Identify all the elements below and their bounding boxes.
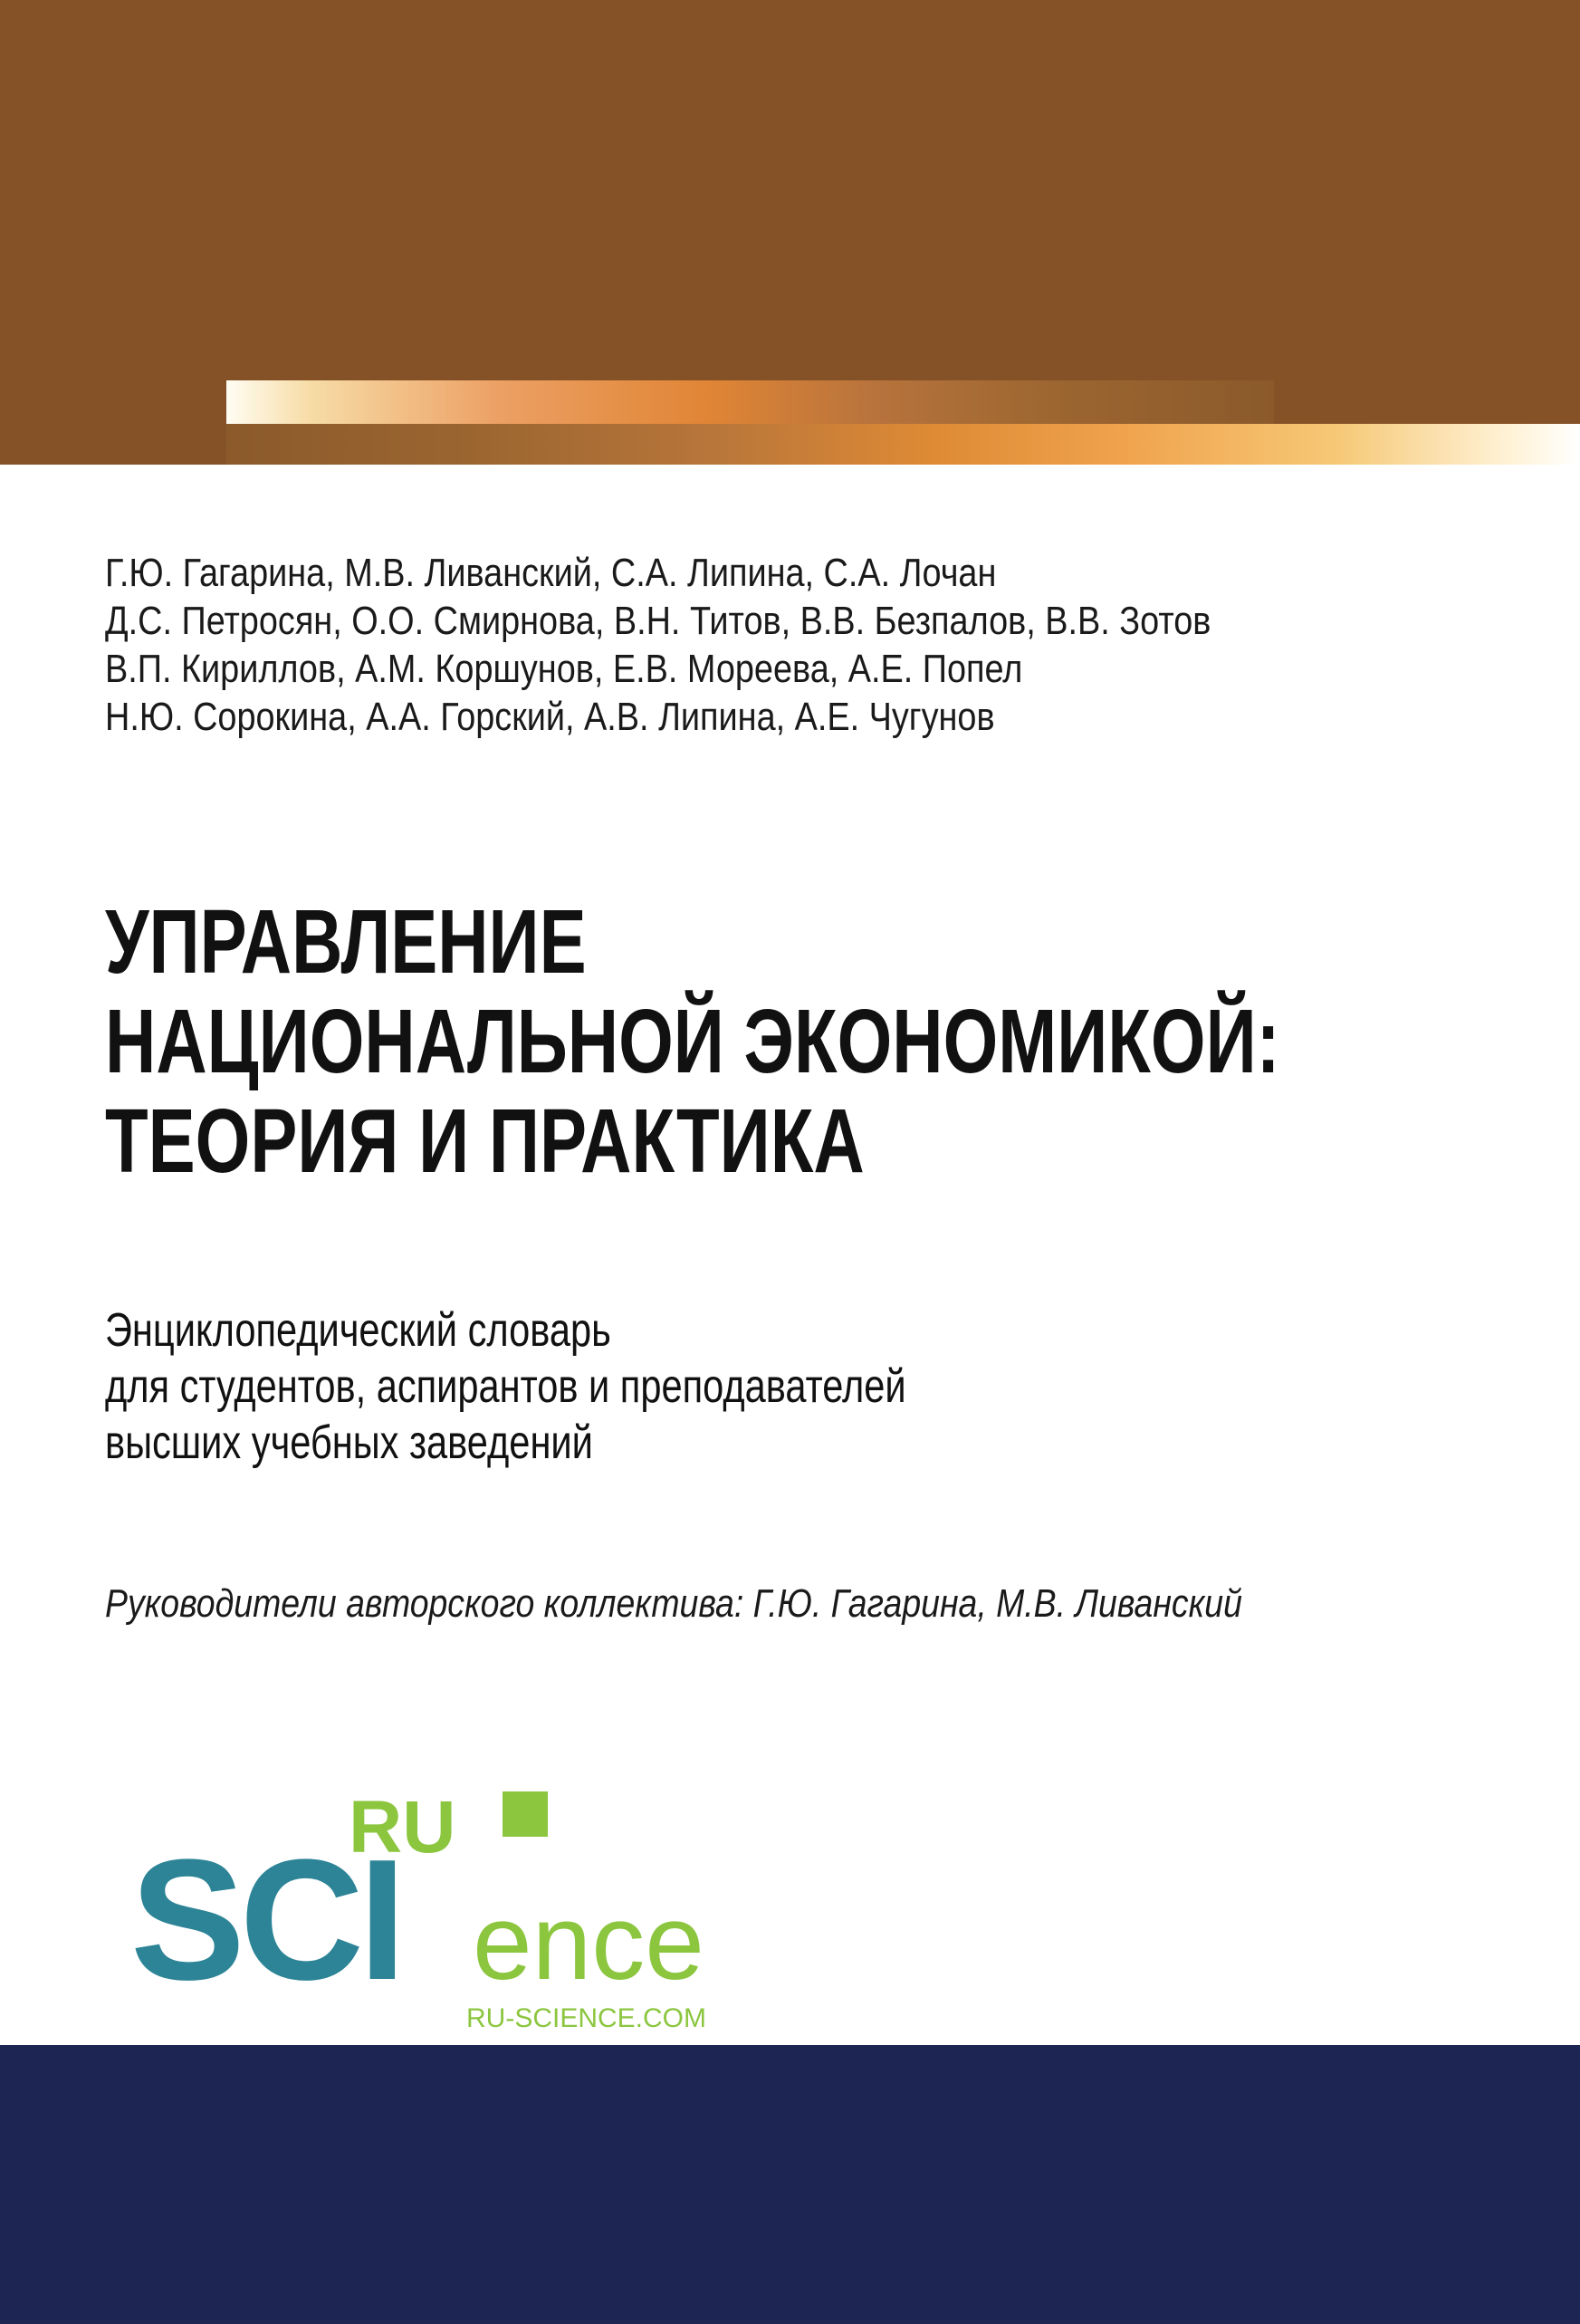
authors-line: Д.С. Петросян, О.О. Смирнова, В.Н. Титов, В.В. Безпалов, В.В. Зотов [105, 599, 1211, 643]
authors-line: Г.Ю. Гагарина, М.В. Ливанский, С.А. Липина, С.А. Лочан [105, 551, 997, 595]
logo-url-text: RU-SCIENCE.COM [466, 2003, 707, 2033]
authors-line: В.П. Кириллов, А.М. Коршунов, Е.В. Мореева, А.Е. Попел [105, 647, 1023, 691]
editors-line: Руководители авторского коллектива: Г.Ю. Гагарина, М.В. Ливанский [105, 1581, 1242, 1626]
logo-ence-text: ence [473, 1883, 704, 2002]
title-line: УПРАВЛЕНИЕ [105, 891, 587, 993]
authors-line: Н.Ю. Сорокина, А.А. Горский, А.В. Липина, А.Е. Чугунов [105, 695, 995, 739]
subtitle-line: для студентов, аспирантов и преподавателей [105, 1360, 906, 1413]
authors-list [105, 549, 1273, 741]
book-subtitle [105, 1302, 1119, 1471]
logo-ru-text: RU [349, 1786, 456, 1868]
subtitle-line: Энциклопедический словарь [105, 1304, 611, 1357]
ru-science-logo [127, 1784, 779, 2038]
subtitle-line: высших учебных заведений [105, 1416, 593, 1469]
title-line: ТЕОРИЯ И ПРАКТИКА [105, 1090, 865, 1192]
bottom-color-band [0, 2045, 1580, 2324]
logo-square [503, 1791, 548, 1837]
logo-sci-text: SCI [130, 1824, 401, 2016]
title-line: НАЦИОНАЛЬНОЙ ЭКОНОМИКОЙ: [105, 991, 1280, 1092]
gradient-stripe-upper [226, 380, 1274, 424]
gradient-stripe-lower [226, 424, 1580, 465]
book-title [105, 892, 1306, 1191]
